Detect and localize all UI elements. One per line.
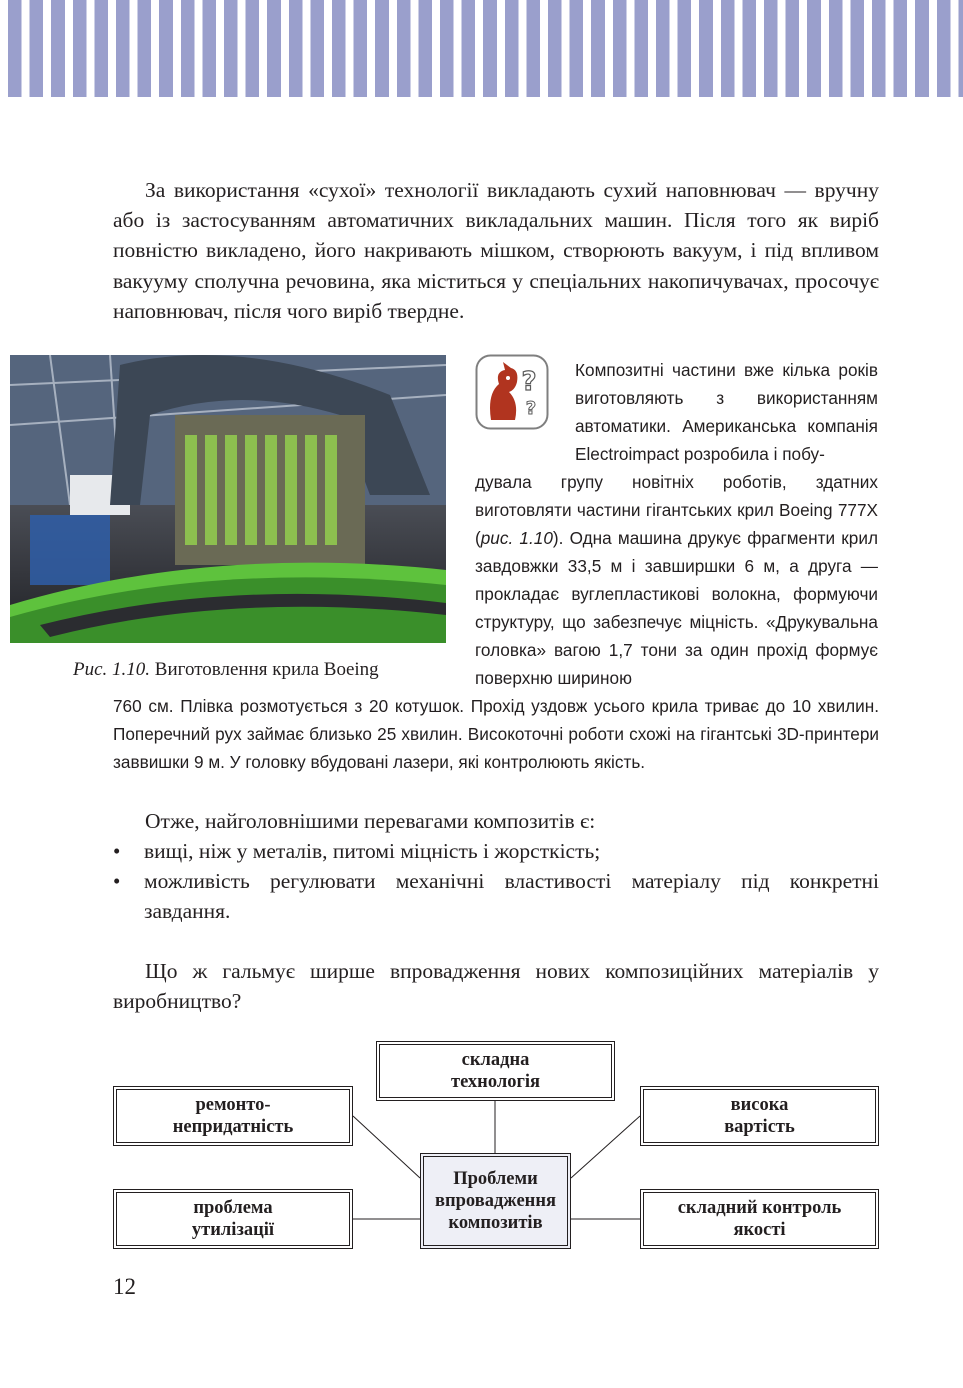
figure-caption-label: Рис. 1.10. <box>73 659 151 680</box>
box-line: ремонто- <box>195 1095 271 1115</box>
box-line: непридатність <box>172 1117 294 1137</box>
diagram-box-complex-technology <box>376 1041 615 1101</box>
paragraph-question: Що ж гальмує ширше впровадження нових композиційних матеріалів у виробництво? <box>113 959 879 1014</box>
sidebar-text-part2 <box>475 468 878 692</box>
paragraph-dry-technology: За використання «сухої» технології викладають сухий наповнювач — вручну або із застосуванням автоматичних викладальних машин. Після того як виріб повністю викладено, його накривають мішком, створюють вакуум, і під впливом вакууму сполучна речовина, яка міститься у спеціальних накопичувачах, просочує наповнювач, після чого виріб твердне. <box>113 178 879 323</box>
sidebar-text-part1: Композитні частини вже кілька років виготовляють з використанням автоматики. Американська компанія Electroimpact розробила і побу- <box>575 360 878 464</box>
sidebar-text-part2a: дувала групу новітніх роботів, здатних виготовляти частини гігантських крил Boeing 777X ( <box>475 472 878 548</box>
diagram-box-recycling <box>113 1189 353 1249</box>
box-line: впровадження <box>434 1191 557 1211</box>
box-line: вартість <box>724 1117 795 1137</box>
list-item: • вищі, ніж у металів, питомі міцність і жорсткість; <box>113 836 879 866</box>
box-line: якості <box>733 1220 786 1240</box>
figure-caption <box>73 658 379 682</box>
svg-text:?: ? <box>521 367 537 397</box>
list-item: • можливість регулювати механічні властивості матеріалу під конкретні завдання. <box>113 866 879 926</box>
box-line: складний контроль <box>677 1198 842 1218</box>
box-line: Проблеми <box>453 1169 538 1189</box>
diagram-box-high-cost <box>640 1086 879 1146</box>
boeing-wing-photo <box>10 355 446 643</box>
figure-reference: рис. 1.10 <box>480 528 553 548</box>
advantages-list <box>113 836 879 927</box>
sidebar-text-part2b: ). Одна машина друкує фрагменти крил завдовжки 33,5 м і завширшки 6 м, а друга — прокладає вуглепластикові волокна, формуючи структуру, що забезпечує міцність. «Друкувальна головка» вагою 1,7 тони за один прохід формує поверхню шириною <box>475 528 878 688</box>
box-line: технологія <box>450 1072 541 1092</box>
box-line: проблема <box>193 1198 273 1218</box>
svg-text:?: ? <box>525 398 537 419</box>
box-line: утилізації <box>191 1220 275 1240</box>
box-line: висока <box>730 1095 789 1115</box>
diagram-box-center <box>420 1153 571 1249</box>
paragraph-advantages: Отже, найголовнішими перевагами композитів є: <box>145 809 596 833</box>
question-icon <box>475 354 549 430</box>
box-line: складна <box>461 1050 530 1070</box>
diagram-box-quality-control <box>640 1189 879 1249</box>
sidebar-text-part3: 760 см. Плівка розмотується з 20 котушок. Прохід уздовж усього крила триває до 10 хвилин. Поперечний рух займає близько 25 хвилин. Високоточні роботи схожі на гігантські 3D-принтери заввишки 9 м. У головку вбудовані лазери, які контролюють якість. <box>113 696 879 772</box>
box-line: композитів <box>448 1213 543 1233</box>
page-number: 12 <box>113 1274 136 1299</box>
diagram-box-unrepairability <box>113 1086 353 1146</box>
top-stripe-band <box>0 0 963 97</box>
figure-caption-text: Виготовлення крила Boeing <box>150 659 379 680</box>
